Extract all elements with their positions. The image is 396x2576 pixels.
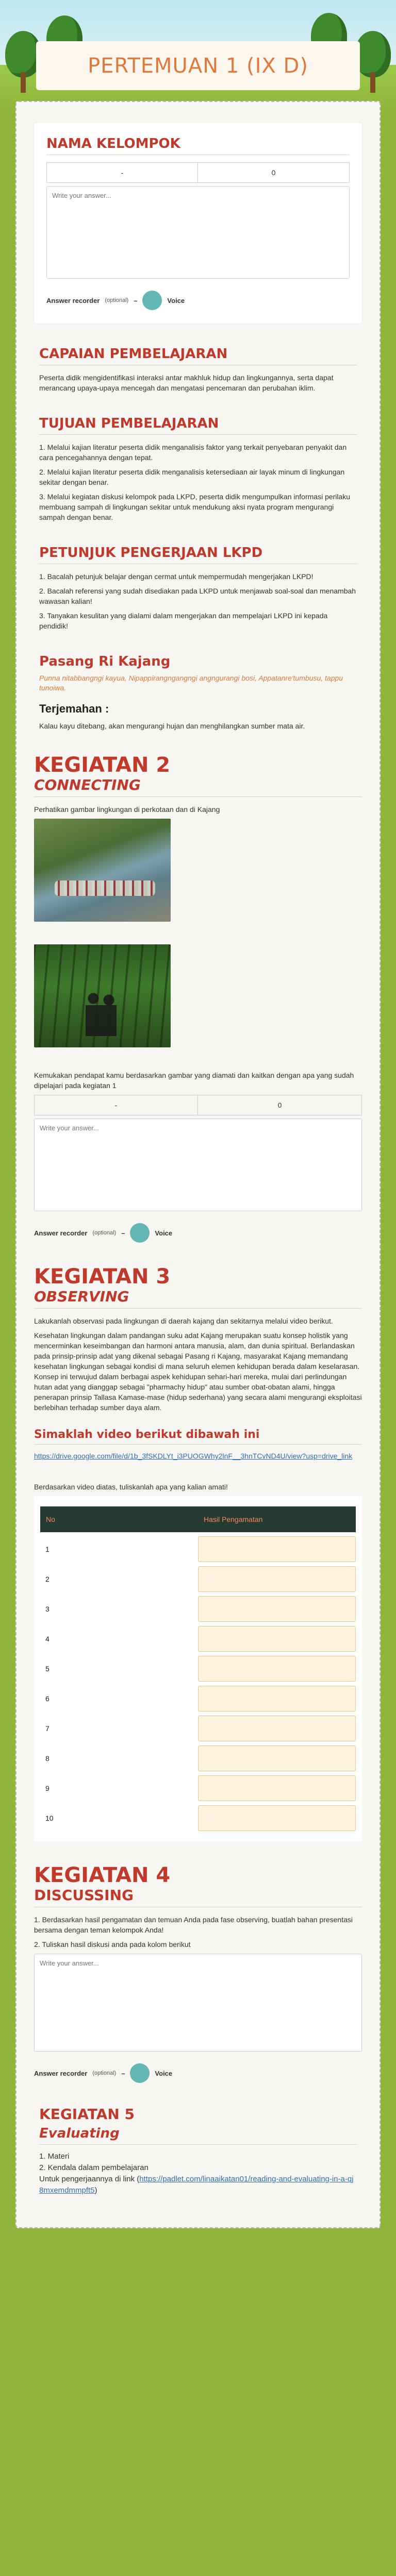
kegiatan-subtitle: DISCUSSING (34, 1887, 362, 1907)
list-item: 2. Kendala dalam pembelajaran (39, 2163, 148, 2172)
voice-record-button[interactable] (130, 2063, 150, 2083)
pasang-quote: Punna nitabbangngi kayua, Nipappirangngangngi angngurangi bosi, Appatanre'tumbusu, tappu tunoiwa. (39, 674, 343, 692)
kegiatan-title: KEGIATAN 3 (34, 1265, 171, 1289)
kegiatan-3-section (34, 1265, 362, 1841)
kegiatan-subtitle: Evaluating (39, 2126, 357, 2145)
answer-recorder: Answer recorder (optional) – Voice (34, 1223, 362, 1243)
answer-input[interactable] (46, 186, 350, 279)
list-item: 3. Melalui kegiatan diskusi kelompok pada LKPD, peserta didik mengumpulkan informasi perilaku membuang sampah di lingkungan sekitar untuk mendukung aksi nyata program mengurangi sampah dengan benar. (39, 493, 351, 521)
recorder-optional: (optional) (92, 1230, 117, 1236)
table-row: 3 (40, 1596, 356, 1622)
table-header-hasil: Hasil Pengamatan (198, 1506, 356, 1532)
table-row: 8 (40, 1745, 356, 1771)
list-item: 2. Melalui kajian literatur peserta didik menganalisis ketersediaan air layak minum di lingkungan sekitar dengan benar. (39, 468, 345, 486)
observation-input[interactable] (198, 1536, 356, 1562)
observation-table-wrap (34, 1496, 362, 1841)
voice-label: Voice (167, 296, 185, 304)
terjemahan-text: Kalau kayu ditebang, akan mengurangi hujan dan menghilangkan sumber mata air. (39, 722, 305, 730)
list-item: 2. Bacalah referensi yang sudah disediakan pada LKPD untuk menjawab soal-soal dan menambah wawasan kalian! (39, 587, 356, 605)
video-link[interactable]: https://drive.google.com/file/d/1b_3fSKDLYt_i3PUOGWhy2lnF__3hnTCvND4U/view?usp=drive_link (34, 1452, 353, 1460)
list-item: 1. Berdasarkan hasil pengamatan dan temuan Anda pada fase observing, buatlah bahan presentasi bersama dengan teman kelompok Anda! (34, 1916, 353, 1934)
table-intro: Berdasarkan video diatas, tuliskanlah apa yang kalian amati! (34, 1483, 228, 1491)
observation-input[interactable] (198, 1566, 356, 1592)
observation-input[interactable] (198, 1716, 356, 1741)
tree-illustration (355, 31, 391, 93)
kajang-forest-photo (34, 944, 171, 1047)
observation-table (40, 1502, 356, 1835)
petunjuk-section (34, 545, 362, 631)
answer-input[interactable] (34, 1118, 362, 1211)
kegiatan-5-section (34, 2106, 362, 2196)
grid-cell[interactable]: 0 (277, 1101, 282, 1109)
capaian-text: Peserta didik mengidentifikasi interaksi antar makhluk hidup dan lingkungannya, serta dapat merancang upaya-upaya mencegah dan mengatasi pencemaran dan perubahan iklim. (39, 374, 334, 392)
kegiatan-subtitle: CONNECTING (34, 776, 362, 797)
observing-intro: Lakukanlah observasi pada lingkungan di daerah kajang dan sekitarnya melalui video berikut. (34, 1317, 333, 1325)
footer-grass (0, 2228, 396, 2300)
title-banner (36, 41, 360, 90)
list-item: 2. Tuliskan hasil diskusi anda pada kolom berikut (34, 1940, 191, 1948)
table-row: 1 (40, 1536, 356, 1562)
video-title: Simaklah video berikut dibawah ini (34, 1428, 362, 1445)
table-row: 2 (40, 1566, 356, 1592)
answer-grid (46, 162, 350, 183)
worksheet (15, 101, 381, 2228)
table-row: 5 (40, 1656, 356, 1682)
voice-record-button[interactable] (130, 1223, 150, 1243)
grid-cell[interactable]: - (35, 1095, 198, 1115)
kegiatan-subtitle: OBSERVING (34, 1288, 362, 1309)
pasang-title: Pasang Ri Kajang (39, 654, 171, 669)
observation-input[interactable] (198, 1745, 356, 1771)
recorder-label: Answer recorder (34, 1229, 88, 1237)
section-title: PETUNJUK PENGERJAAN LKPD (39, 545, 357, 564)
voice-record-button[interactable] (142, 291, 162, 310)
page-title: PERTEMUAN 1 (IX D) (88, 54, 308, 78)
voice-label: Voice (155, 2069, 173, 2077)
answer-input[interactable] (34, 1954, 362, 2052)
list-item: 1. Bacalah petunjuk belajar dengan cermat untuk mempermudah mengerjakan LKPD! (39, 572, 314, 581)
list-item: 1. Melalui kajian literatur peserta didik menganalisis faktor yang terkait penyebaran penyakit dan cara pencegahannya dengan tepat. (39, 443, 347, 462)
observation-input[interactable] (198, 1775, 356, 1801)
grid-cell[interactable]: 0 (271, 168, 276, 177)
kegiatan-intro: Perhatikan gambar lingkungan di perkotaan dan di Kajang (34, 805, 220, 814)
list-item: 1. Materi (39, 2152, 70, 2161)
observation-input[interactable] (198, 1656, 356, 1682)
voice-label: Voice (155, 1229, 173, 1237)
answer-recorder: Answer recorder (optional) – Voice (34, 2063, 362, 2083)
answer-grid (34, 1095, 362, 1115)
header-scene (0, 0, 396, 108)
recorder-optional: (optional) (92, 2070, 117, 2076)
table-row: 10 (40, 1805, 356, 1831)
observing-body: Kesehatan lingkungan dalam pandangan suku adat Kajang merupakan suatu konsep holistik yang mencerminkan keseimbangan dan harmoni antara manusia, alam, dan dunia spiritual. Berlandaskan pada prinsip-prinsip adat yang dikenal sebagai Pasang ri Kajang, masyarakat Kajang memandang kesehatan lingkungan sebagai kondisi di mana seluruh elemen kehidupan berada dalam keselarasan. Konsep ini terwujud dalam berbagai aspek kehidupan sehari-hari mereka, mulai dari perlindungan hutan adat yang dianggap sebagai "pharmachy hidup" atau sumber obat-obatan alami, hingga penerapan prinsip Tallasa Kamase-mase (hidup sederhana) yang secara alami mengurangi eksploitasi berlebihan terhadap sumber daya alam. (34, 1331, 362, 1412)
table-row: 9 (40, 1775, 356, 1801)
kegiatan-title: KEGIATAN 5 (39, 2106, 135, 2123)
observation-input[interactable] (198, 1626, 356, 1652)
table-header-no: No (40, 1506, 198, 1532)
kegiatan-prompt: Kemukakan pendapat kamu berdasarkan gambar yang diamati dan kaitkan dengan apa yang sudah dipelajari pada kegiatan 1 (34, 1071, 354, 1090)
section-title: CAPAIAN PEMBELAJARAN (39, 346, 357, 365)
observation-input[interactable] (198, 1596, 356, 1622)
urban-river-photo (34, 819, 171, 922)
answer-recorder: Answer recorder (optional) – Voice (46, 291, 350, 310)
capaian-section (34, 346, 362, 393)
list-item: 3. Tanyakan kesulitan yang dialami dalam mengerjakan dan mempelajari LKPD ini kepada pendidik! (39, 612, 328, 630)
table-row: 7 (40, 1716, 356, 1741)
terjemahan-label: Terjemahan : (39, 702, 109, 715)
grid-cell[interactable]: - (47, 163, 198, 182)
kegiatan-title: KEGIATAN 4 (34, 1863, 171, 1887)
table-row: 6 (40, 1686, 356, 1711)
recorder-label: Answer recorder (46, 296, 100, 304)
observation-input[interactable] (198, 1805, 356, 1831)
tujuan-section (34, 416, 362, 522)
table-row: 4 (40, 1626, 356, 1652)
kegiatan-2-section (34, 754, 362, 1243)
recorder-optional: (optional) (105, 297, 129, 303)
section-title: TUJUAN PEMBELAJARAN (39, 416, 357, 435)
recorder-label: Answer recorder (34, 2069, 88, 2077)
padlet-instruction: Untuk pengerjaannya di link (https://padlet.com/linaaikatan01/reading-and-evaluating-in-a-qj8mxemdmmpft5) (39, 2175, 354, 2195)
nama-kelompok-card (34, 123, 362, 324)
observation-input[interactable] (198, 1686, 356, 1711)
section-title: NAMA KELOMPOK (46, 136, 350, 155)
padlet-link[interactable]: https://padlet.com/linaaikatan01/reading-and-evaluating-in-a-qj8mxemdmmpft5 (39, 2175, 354, 2195)
pasang-section (34, 654, 362, 731)
kegiatan-4-section (34, 1864, 362, 2083)
kegiatan-title: KEGIATAN 2 (34, 753, 171, 777)
